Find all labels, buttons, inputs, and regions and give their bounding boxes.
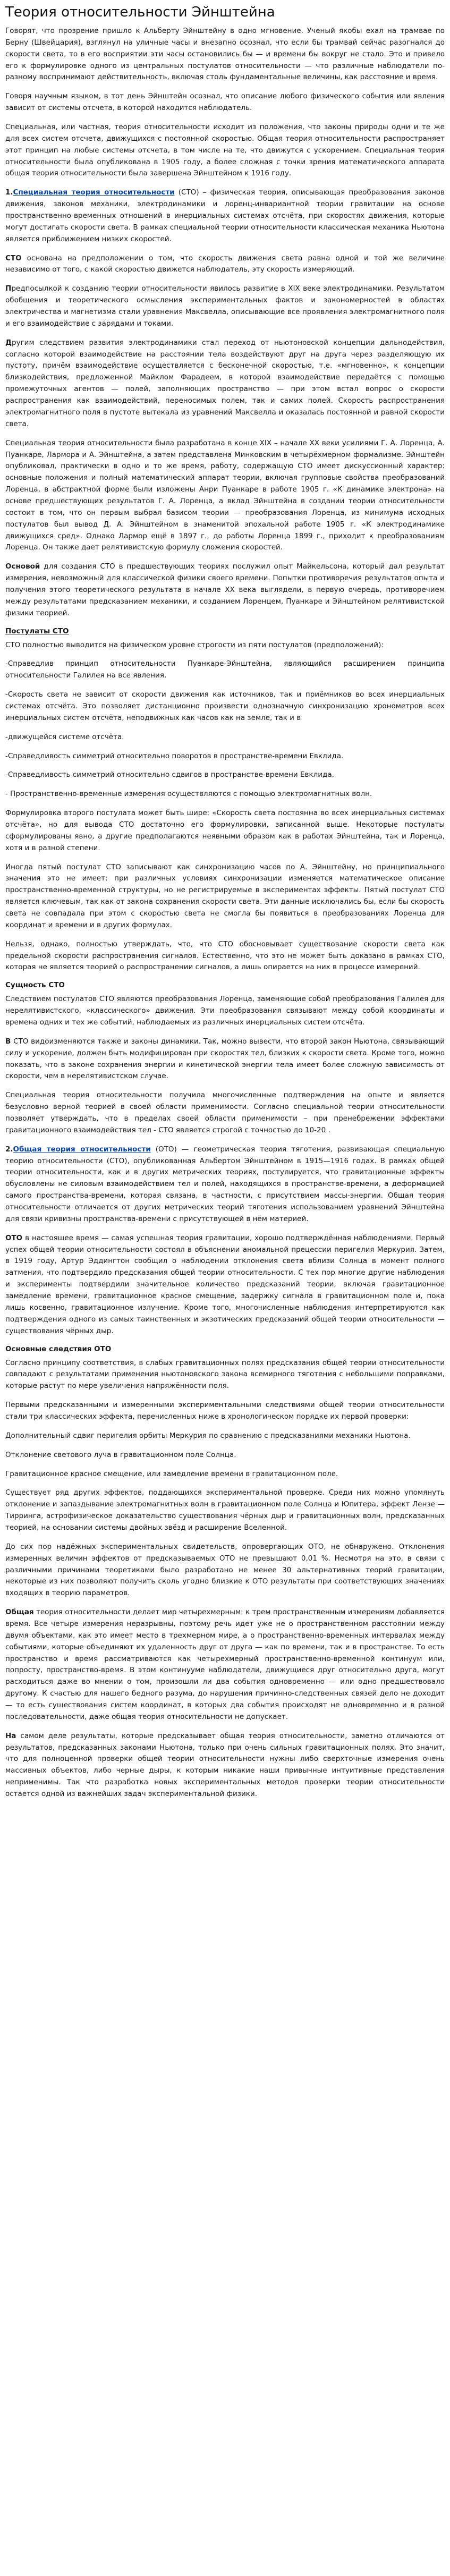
consequences-paragraph-1: Согласно принципу соответствия, в слабых гравитационных полях предсказания общей теории относительности совпадают с результатами применения ньютоновского закона всемирного тяготения с небольшими поправками, которые растут по мере увеличения напряжённости поля. — [5, 1358, 445, 1391]
postulates-paragraph-8: Формулировка второго постулата может быть шире: «Скорость света постоянна во всех инерциальных системах отсчёта», но для вывода СТО достаточно его формулировки, записанной выше. Некоторые постулаты сформулированы явно, а другие предполагаются неявными образом как в работах Эйнштейна, так и Лоренца, хотя и в разной степени. — [5, 809, 445, 852]
postulates-paragraph-2: -Справедлив принцип относительности Пуанкаре-Эйнштейна, являющийся расширением принципа относительности Галилея на все явления. — [5, 659, 445, 680]
gr-heading-link[interactable]: Общая теория относительности — [13, 1145, 151, 1154]
gr-paragraph-2 — [5, 1233, 445, 1337]
paragraph-text: в настоящее время — самая успешная теория гравитации, хорошо подтверждённая наблюдениями. Первый успех общей теории относительности состоял в объяснении аномальной прецессии перигелия Меркурия. Затем, в 1919 году, Артур Эддингтон сообщил о наблюдении отклонения света вблизи Солнца в момент полного затмения, что подтвердило предсказания общей теории относительности. С тех пор многие другие наблюдения и эксперименты подтвердили значительное количество предсказаний теории, включая гравитационное замедление времени, гравитационное красное смещение, задержку сигнала в гравитационном поле и, пока лишь косвенно, гравитационное излучение. Кроме того, многочисленные наблюдения интерпретируются как подтверждения одного из самых таинственных и экзотических предсказаний общей теории относительности — существования чёрных дыр. — [5, 1233, 445, 1335]
sr-paragraph-2 — [5, 253, 445, 276]
gr-definition-paragraph — [5, 1144, 445, 1225]
paragraph-lead: На — [5, 1731, 16, 1740]
consequences-paragraph-6: Существует ряд других эффектов, поддающихся экспериментальной проверке. Среди них можно упомянуть отклонение и запаздывание электромагнитных волн в гравитационном поле Солнца и Юпитера, эффект Лензе — Тирринга, астрофизическое доказательство существования чёрных дыр и гравитационных волн, предсказанных теорией, на основании системы двойных звёзд и расширение Вселенной. — [5, 1488, 445, 1532]
paragraph-lead: В — [5, 1037, 11, 1046]
sr-definition-text: (СТО) – физическая теория, описывающая преобразования законов движения, законов механики, электродинамики и лоренц-инвариантной теории гравитации на основе пространственно-временных отношений в инерциальных системах отсчёта, при скоростях движения, которые могут достигать скорости света. В рамках специальной теории относительности классическая механика Ньютона является приближением низких скоростей. — [5, 188, 445, 243]
paragraph-text: самом деле результаты, которые предсказывает общая теория относительности, заметно отличаются от результатов, предсказанных законами Ньютона, только при очень сильных гравитационных полях. Это значит, что для полноценной проверки общей теории относительности нужны либо сверхточные измерения очень массивных объектов, либо черные дыры, к которым никакие наши привычные интуитивные представления неприменимы. Так что разработка новых экспериментальных методов проверки теории относительности остается одной из важнейших задач экспериментальной физики. — [5, 1731, 445, 1798]
postulates-heading: Постулаты СТО — [5, 626, 69, 635]
paragraph-lead: Основой — [5, 562, 40, 571]
general-paragraph-1 — [5, 1607, 445, 1723]
section-number: 1. — [5, 188, 13, 197]
paragraph-lead: СТО — [5, 253, 22, 262]
paragraph-text: основана на предположении о том, что скорость движения света равна одной и той же величине независимо от того, с какой скоростью движется наблюдатель, эту скорость измеряющий. — [5, 253, 445, 274]
paragraph-lead: ОТО — [5, 1233, 23, 1242]
essence-paragraph-1: Следствием постулатов СТО являются преобразования Лоренца, заменяющие собой преобразования Галилея для нерелятивистского, «классического» движения. Эти преобразования связывают между собой координаты и времена одних и тех же событий, наблюдаемых из различных инерциальных систем отсчёта. — [5, 995, 445, 1027]
postulates-paragraph-3: -Скорость света не зависит от скорости движения как источников, так и приёмников во всех инерциальных системах отсчёта. Это позволяет дистанционно произвести однозначную синхронизацию хронометров всех инерциальных систем отсчёта, неподвижных как часов как на земле, так и в — [5, 690, 445, 722]
paragraph-lead: Д — [5, 338, 12, 347]
postulates-paragraph-1: СТО полностью выводится на физическом уровне строгости из пяти постулатов (предположений): — [5, 640, 384, 649]
paragraph-lead: П — [5, 284, 12, 293]
paragraph-text: СТО видоизменяются также и законы динамики. Так, можно вывести, что второй закон Ньютона, связывающий силу и ускорение, должен быть модифицирован при скоростях тел, близких к скорости света. Кроме того, можно показать, что в законе сохранения энергии и кинетической энергии тела имеет более сложную зависимость от скорости, чем в нерелятивистском случае. — [5, 1037, 445, 1081]
paragraph-text: теория относительности делает мир четырехмерным: к трем пространственным измерениям добавляется время. Все четыре измерения неразрывны, поэтому речь идет уже не о пространственном расстоянии между двумя объектами, как это имеет место в трехмерном мире, а о пространственно-временных интервалах между событиями, которые объединяют их удаленность друг от друга — как по времени, так и в пространстве. То есть пространство и время рассматриваются как четырехмерный пространственно-временной континуум или, попросту, пространство-время. В этом континууме наблюдатели, движущиеся друг относительно друга, могут расходиться даже во мнении о том, произошли ли два события одновременно — или одно предшествовало другому. К счастью для нашего бедного разума, до нарушения причинно-следственных связей дело не доходит — то есть существования систем координат, в которых два события происходят не одновременно и в разной последовательности, даже общая теория относительности не допускает. — [5, 1608, 445, 1721]
postulates-paragraph-6: -Справедливость симметрий относительно сдвигов в пространстве-времени Евклида. — [5, 770, 334, 779]
consequences-paragraph-5: Гравитационное красное смещение, или замедление времени в гравитационном поле. — [5, 1469, 338, 1478]
paragraph-text: ругим следствием развития электродинамики стал переход от ньютоновской концепции дальнодействия, согласно которой взаимодействие на расстоянии тела воздействуют друг на друга через разделяющую их пустоту, причём взаимодействие осуществляется с бесконечной скоростью, т.е. «мгновенно», к концепции близкодействия, предложенной Майклом Фарадеем, в которой взаимодействие передаётся с помощью промежуточных агентов — полей, заполняющих пространство — при этом встал вопрос о скорости распространения как взаимодействий, переносимых полем, так и самих полей. Скорость распространения электромагнитного поля в пустоте вытекала из уравнений Максвелла и оказалась постоянной и равной скорости света. — [5, 338, 445, 428]
essence-paragraph-3: Специальная теория относительности получила многочисленные подтверждения на опыте и является безусловно верной теорией в своей области применимости. Согласно специальной теории относительности позволяет утверждать, что в пределах своей области применимости – при пренебрежении эффектами гравитационного взаимодействия тел - СТО является строгой с точностью до 10-20 . — [5, 1091, 445, 1134]
consequences-paragraph-4: Отклонение светового луча в гравитационном поле Солнца. — [5, 1450, 236, 1459]
postulates-paragraph-9: Иногда пятый постулат СТО записывают как синхронизацию часов по А. Эйнштейну, но принципиального значения это не имеет: при различных условиях синхронизации изменяется математическое описание пространственно-временной структуры, но не регистрируемые в экспериментах эффекты. Пятый постулат СТО является ключевым, так как от закона сохранения скорости света. Эти данные исключались бы, если бы скорость света не совпадала при этом с скоростью света не смогла бы появиться в преобразованиях Лоренца для координат и времени и в других формулах. — [5, 862, 445, 929]
sr-paragraph-6 — [5, 561, 445, 619]
consequences-heading: Основные следствия ОТО — [5, 1344, 112, 1353]
section-number: 2. — [5, 1145, 13, 1154]
paragraph-lead: Общая — [5, 1608, 34, 1617]
postulates-paragraph-4: -движущейся системе отсчёта. — [5, 732, 124, 741]
postulates-paragraph-10: Нельзя, однако, полностью утверждать, что, что СТО обосновывает существование скорости света как предельной скорости распространения сигналов. Естественно, что это не может быть доказано в рамках СТО, которая не является теорией о распространении сигналов, а лишь опирается на них в процессе измерений. — [5, 939, 445, 972]
paragraph-text: редпосылкой к созданию теории относительности явилось развитие в XIX веке электродинамики. Результатом обобщения и теоретического осмысления экспериментальных фактов и закономерностей в областях электричества и магнетизма стали уравнения Максвелла, описывающие все проявления электромагнитного поля и его взаимодействие с зарядами и токами. — [5, 284, 445, 328]
gr-definition-text: (ОТО) — геометрическая теория тяготения, развивающая специальную теорию относительности (СТО), опубликованная Альбертом Эйнштейном в 1915—1916 годах. В рамках общей теории относительности, как и в других метрических теориях, постулируется, что гравитационные эффекты обусловлены не силовым взаимодействием тел и полей, находящихся в пространстве-времени, а деформацией самого пространства-времени, которая связана, в частности, с присутствием массы-энергии. Общая теория относительности отличается от других метрических теорий тяготения использованием уравнений Эйнштейна для связи кривизны пространства-времени с присутствующей в нём материей. — [5, 1145, 445, 1223]
consequences-paragraph-7: До сих пор надёжных экспериментальных свидетельств, опровергающих ОТО, не обнаружено. Отклонения измеренных величин эффектов от предсказываемых ОТО не превышают 0,01 %. Несмотря на это, в связи с различными причинами теоретиками было разработано не менее 30 альтернативных теорий гравитации, некоторые из них позволяют получить сколь угодно близкие к ОТО результаты при соответствующих значениях входящих в теорию параметров. — [5, 1542, 445, 1598]
general-paragraph-2 — [5, 1731, 445, 1800]
sr-paragraph-5: Специальная теория относительности была разработана в конце XIX – начале XX веки усилиями Г. А. Лоренца, А. Пуанкаре, Лармора и А. Эйнштейна, а затем представлена Минковским в четырёхмерном формализме. Эйнштейн опубликовал, практически в одно и то же время, работу, содержащую СТО имеет дискуссионный характер: основные положения и полный математический аппарат теории, включая групповые свойства преобразований Лоренца, в абстрактной форме были изложены Анри Пуанкаре в работе 1905 г. «К динамике электрона» на основе предшествующих результатов Г. А. Лоренца, а вклад Эйнштейна в создании теории относительности состоит в том, что он первым выбрал базисом теории — преобразования Лоренца, из минимума исходных постулатов был вывод Д. А. Эйнштейном в знаменитой эпохальной работе 1905 г. «К электродинамике движущихся сред». Однако Лармор ещё в 1897 г., до работы Лоренца 1899 г., приходит к преобразованиям Лоренца. Он также дает релятивистскую формулу сложения скоростей. — [5, 438, 445, 552]
sr-paragraph-4 — [5, 337, 445, 430]
sr-paragraph-3 — [5, 283, 445, 329]
paragraph-text: для создания СТО в предшествующих теориях послужил опыт Майкельсона, который дал результат измерения, невозможный для классической физики своего времени. Попытки противоречия результатов опыта и получения этого теоретического результата в начале XX века выглядели, в первую очередь, противоречием между результатами предсказанием механики, и созданием Лоренцем, Пуанкаре и Эйнштейном релятивистской физики теорией. — [5, 562, 445, 617]
sr-definition-paragraph — [5, 187, 445, 245]
sr-heading-link[interactable]: Специальная теория относительности — [13, 188, 175, 197]
postulates-paragraph-7: - Пространственно-временные измерения осуществляются с помощью электромагнитных волн. — [5, 790, 372, 799]
intro-paragraph-3: Специальная, или частная, теория относительности исходит из положения, что законы природы одни и те же для всех систем отсчета, движущихся с постоянной скоростью. Общая теория относительности распространяет этот принцип на любые системы отсчета, в том числе на те, что движутся с ускорением. Специальная теория относительности была опубликована в 1905 году, а более сложная с точки зрения математического аппарата общая теория относительности была завершена Эйнштейном к 1916 году. — [5, 123, 445, 178]
intro-paragraph-2: Говоря научным языком, в тот день Эйнштейн осознал, что описание любого физического события или явления зависит от системы отсчета, в которой находится наблюдатель. — [5, 92, 445, 113]
essence-heading: Сущность СТО — [5, 981, 65, 990]
essence-paragraph-2 — [5, 1036, 445, 1082]
consequences-paragraph-3: Дополнительный сдвиг перигелия орбиты Меркурия по сравнению с предсказаниями механики Ньютона. — [5, 1431, 411, 1440]
intro-paragraph-1: Говорят, что прозрение пришло к Альберту Эйнштейну в одно мгновение. Ученый якобы ехал на трамвае по Берну (Швейцария), взглянул на уличные часы и внезапно осознал, что если бы трамвай сейчас разогнался до скорости света, то в его восприятии эти часы остановились бы — и времени бы вокруг не стало. Это и привело его к формулировке одного из центральных постулатов относительности — что различные наблюдатели по-разному воспринимают действительность, включая столь фундаментальные величины, как расстояние и время. — [5, 27, 445, 82]
postulates-paragraph-5: -Справедливость симметрий относительно поворотов в пространстве-времени Евклида. — [5, 751, 344, 760]
page-title: Теория относительности Эйнштейна — [5, 4, 275, 20]
consequences-paragraph-2: Первыми предсказанными и измеренными экспериментальными следствиями общей теории относительности стали три классических эффекта, перечисленных ниже в хронологическом порядке их первой проверки: — [5, 1401, 445, 1421]
